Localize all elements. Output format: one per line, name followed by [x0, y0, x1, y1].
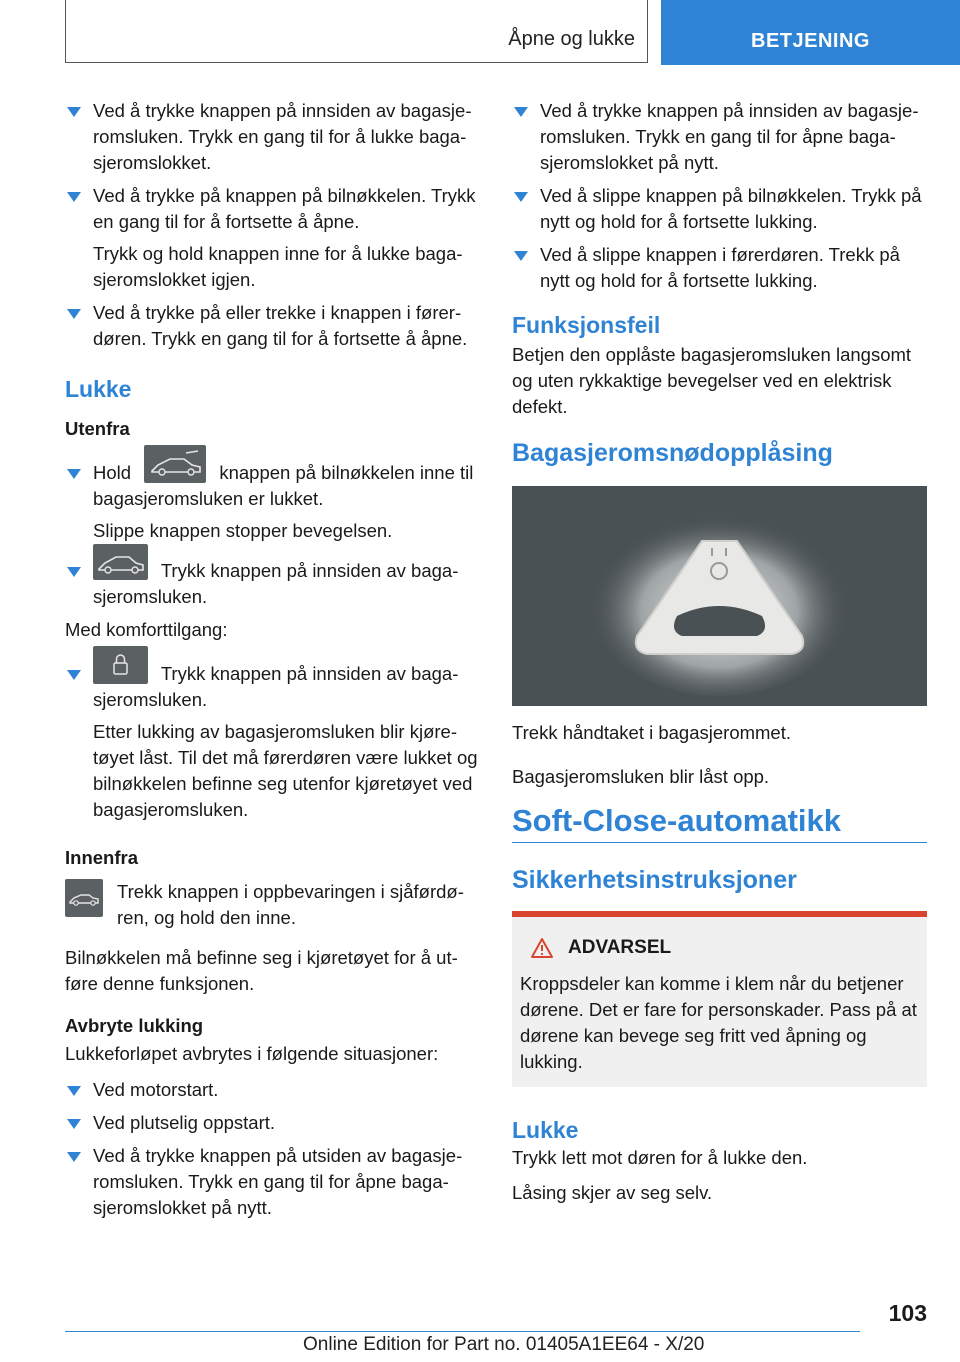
heading-lukke: Lukke [65, 376, 132, 402]
list-item: Ved å slippe knappen på bilnøkkelen. Trykk på nytt og hold for å fortsette lukking. [512, 183, 927, 235]
trunk-release-handle-photo [512, 486, 927, 706]
innenfra-text: Trekk knappen i oppbevaringen i sjåførdøren, og hold den inne. [117, 881, 464, 928]
header-section-title: Åpne og lukke [508, 28, 635, 50]
list-item: Ved å trykke knappen på utsiden av bagasjeromsluken. Trykk en gang til for åpne bagasjeromslokket på nytt. [65, 1143, 480, 1221]
heading-nodopplasing: Bagasjeromsnødopplåsing [512, 439, 833, 467]
right-column: Ved å trykke knappen på innsiden av bagasjeromsluken. Trykk en gang til for åpne bagasjeromslokket på nytt. Ved å slippe knappen på bilnøkkelen. Trykk på nytt og hold for å fortsette lukking. Ved å slippe knappen i førerdøren. Trekk på nytt og hold for å fortsette lukking. Funksjonsfeil Betjen den opplåste bagasjeromsluken langsomt og uten rykkaktige bevegelser ved en elektrisk defekt. Bagasjeromsnødopplåsing Trekk håndtaket i bagasjerommet. Bagasjeromsluken blir låst opp. Soft-Close-automatikk Sikkerhetsinstruksjoner ADVARSEL Kroppsdeler kan komme i klem når du betjener dørene. Det er fare for personskader. Pass på at dørene kan bevege seg fritt ved åpning og lukking. Lukke Trykk lett mot døren for å lukke den. Låsing skjer av seg selv. [512, 98, 927, 1215]
warning-box [512, 911, 927, 1087]
heading-soft-close: Soft-Close-automatikk [512, 808, 927, 843]
warning-triangle-icon [530, 937, 554, 959]
heading-utenfra: Utenfra [65, 418, 130, 439]
header-chapter-tab: BETJENING [661, 0, 960, 65]
list-item: Ved å trykke på eller trekke i knappen i førerdøren. Trykk en gang til for å fortsette å åpne. [65, 300, 480, 352]
warning-title: ADVARSEL [568, 937, 672, 958]
car-trunk-icon [144, 445, 206, 483]
page-number: 103 [888, 1300, 927, 1326]
left-column: Ved å trykke knappen på innsiden av bagasjeromsluken. Trykk en gang til for å lukke bagasjeromslokket. Ved å trykke på knappen på bilnøkkelen. Trykk en gang til for å fortsette å åpne. Trykk og hold knappen inne for å lukke bagasjeromslokket igjen. Ved å trykke på eller trekke i knappen i førerdøren. Trykk en gang til for å fortsette å åpne. Lukke Utenfra Hold knappen på bilnøkkelen inne til bagasjeromsluken er lukket. Slippe knappen stopper bevegelsen. Trykk knappen på innsiden av bagasjeromsluken. Med komforttilgang: Trykk knappen på innsiden av bagasjeromsluken. Etter lukking av bagasjeromsluken blir kjøretøyet låst. Til det må førerdøren være lukket og bilnøkkelen befinne seg utenfor kjøretøyet ved bagasjeromsluken. Innenfra Trekk knappen i oppbevaringen i sjåførdøren, og hold den inne. Bilnøkkelen må befinne seg i kjøretøyet for å utføre denne funksjonen. Avbryte lukking Lukkeforløpet avbrytes i følgende situasjoner: Ved motorstart. Ved plutselig oppstart. Ved å trykke knappen på utsiden av bagasjeromsluken. Trykk en gang til for åpne bagasjeromslokket på nytt. [65, 98, 480, 1228]
car-trunk-icon [65, 879, 103, 917]
heading-sikkerhet: Sikkerhetsinstruksjoner [512, 866, 797, 894]
list-item: Ved motorstart. [65, 1077, 480, 1103]
list-item: Ved å slippe knappen i førerdøren. Trekk på nytt og hold for å fortsette lukking. [512, 242, 927, 294]
heading-funksjonsfeil: Funksjonsfeil [512, 312, 661, 338]
list-item: Ved å trykke knappen på innsiden av bagasjeromsluken. Trykk en gang til for åpne bagasjeromslokket på nytt. [512, 98, 927, 176]
komfort-label: Med komforttilgang: [65, 619, 228, 640]
heading-avbryte: Avbryte lukking [65, 1015, 204, 1036]
footer-divider [65, 1331, 860, 1332]
heading-lukke-2: Lukke [512, 1117, 579, 1143]
list-item: Ved å trykke knappen på innsiden av bagasjeromsluken. Trykk en gang til for å lukke bagasjeromslokket. [65, 98, 480, 176]
list-item: Trykk knappen på innsiden av bagasjeromsluken. Etter lukking av bagasjeromsluken blir kjøretøyet låst. Til det må førerdøren være lukket og bilnøkkelen befinne seg utenfor kjøretøyet ved bagasjeromsluken. [65, 661, 480, 823]
heading-innenfra: Innenfra [65, 847, 138, 868]
warning-text: Kroppsdeler kan komme i klem når du betjener dørene. Det er fare for personskader. Pass på at dørene kan bevege seg fritt ved åpning og lukking. [520, 973, 917, 1072]
list-item: Ved å trykke på knappen på bilnøkkelen. Trykk en gang til for å fortsette å åpne. Trykk og hold knappen inne for å lukke bagasjeromslokket igjen. [65, 183, 480, 293]
list-item: Trykk knappen på innsiden av bagasjeromsluken. [65, 558, 480, 610]
car-trunk-icon [93, 544, 148, 580]
innenfra-row [65, 879, 480, 931]
footer-edition: Online Edition for Part no. 01405A1EE64 - X/20 [303, 1334, 705, 1355]
lock-icon [93, 646, 148, 684]
list-item: Hold knappen på bilnøkkelen inne til bagasjeromsluken er lukket. Slippe knappen stopper bevegelsen. [65, 460, 480, 544]
list-item: Ved plutselig oppstart. [65, 1110, 480, 1136]
